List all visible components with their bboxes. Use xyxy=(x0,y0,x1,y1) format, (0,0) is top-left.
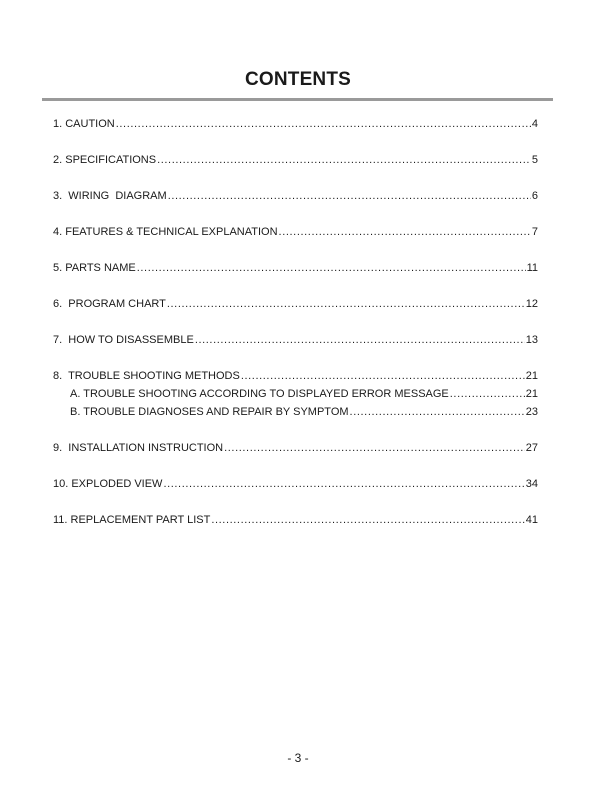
toc-entry-installation[interactable] xyxy=(53,439,538,457)
toc-entry-label: 7. HOW TO DISASSEMBLE xyxy=(53,334,194,346)
toc-entry-page: 5 xyxy=(531,154,538,166)
toc-leader-dots xyxy=(350,403,525,421)
toc-entry-specifications[interactable] xyxy=(53,151,538,169)
toc-entry-page: 21 xyxy=(525,388,538,400)
toc-entry-label: 8. TROUBLE SHOOTING METHODS xyxy=(53,370,240,382)
toc-entry-label: 4. FEATURES & TECHNICAL EXPLANATION xyxy=(53,226,278,238)
toc-entry-label: 2. SPECIFICATIONS xyxy=(53,154,157,166)
toc-leader-dots xyxy=(279,223,531,241)
toc-entry-label: 6. PROGRAM CHART xyxy=(53,298,166,310)
toc-entry-page: 7 xyxy=(531,226,538,238)
toc-entry-page: 11 xyxy=(526,262,538,274)
toc-entry-page: 12 xyxy=(525,298,538,310)
toc-leader-dots xyxy=(163,475,524,493)
toc-entry-page: 13 xyxy=(525,334,538,346)
toc-entry-label: 9. INSTALLATION INSTRUCTION xyxy=(53,442,224,454)
toc-subentry-repair-by-symptom[interactable] xyxy=(53,403,538,421)
toc-entry-caution[interactable] xyxy=(53,115,538,133)
toc-entry-label: 3. WIRING DIAGRAM xyxy=(53,190,167,202)
toc-entry-exploded-view[interactable] xyxy=(53,475,538,493)
toc-entry-label: 5. PARTS NAME xyxy=(53,262,136,274)
title-divider xyxy=(42,98,553,101)
page-number: - 3 - xyxy=(287,751,309,765)
toc-entry-label: 10. EXPLODED VIEW xyxy=(53,478,163,490)
toc-leader-dots xyxy=(137,259,526,277)
toc-entry-program-chart[interactable] xyxy=(53,295,538,313)
toc-entry-label: 1. CAUTION xyxy=(53,118,115,130)
toc-entry-features[interactable] xyxy=(53,223,538,241)
toc-subentry-error-message[interactable] xyxy=(53,385,538,403)
toc-entry-page: 27 xyxy=(525,442,538,454)
toc-entry-label: 11. REPLACEMENT PART LIST xyxy=(53,514,211,526)
toc-entry-page: 34 xyxy=(525,478,538,490)
toc-leader-dots xyxy=(450,385,525,403)
toc-entry-page: 4 xyxy=(531,118,538,130)
toc-leader-dots xyxy=(157,151,531,169)
toc-leader-dots xyxy=(224,439,525,457)
page-title: CONTENTS xyxy=(244,69,352,90)
toc-entry-page: 41 xyxy=(525,514,538,526)
toc-entry-label: A. TROUBLE SHOOTING ACCORDING TO DISPLAYED ERROR MESSAGE xyxy=(70,388,449,400)
toc-entry-parts-name[interactable] xyxy=(53,259,538,277)
toc-leader-dots xyxy=(241,367,525,385)
table-of-contents xyxy=(53,115,538,529)
toc-leader-dots xyxy=(116,115,531,133)
toc-entry-how-to-disassemble[interactable] xyxy=(53,331,538,349)
toc-leader-dots xyxy=(211,511,524,529)
toc-entry-page: 23 xyxy=(525,406,538,418)
toc-entry-wiring-diagram[interactable] xyxy=(53,187,538,205)
toc-entry-page: 21 xyxy=(525,370,538,382)
toc-leader-dots xyxy=(195,331,525,349)
toc-leader-dots xyxy=(167,295,525,313)
toc-entry-page: 6 xyxy=(531,190,538,202)
toc-leader-dots xyxy=(168,187,531,205)
toc-entry-trouble-shooting[interactable] xyxy=(53,367,538,385)
toc-entry-replacement-part-list[interactable] xyxy=(53,511,538,529)
toc-entry-label: B. TROUBLE DIAGNOSES AND REPAIR BY SYMPTOM xyxy=(70,406,349,418)
